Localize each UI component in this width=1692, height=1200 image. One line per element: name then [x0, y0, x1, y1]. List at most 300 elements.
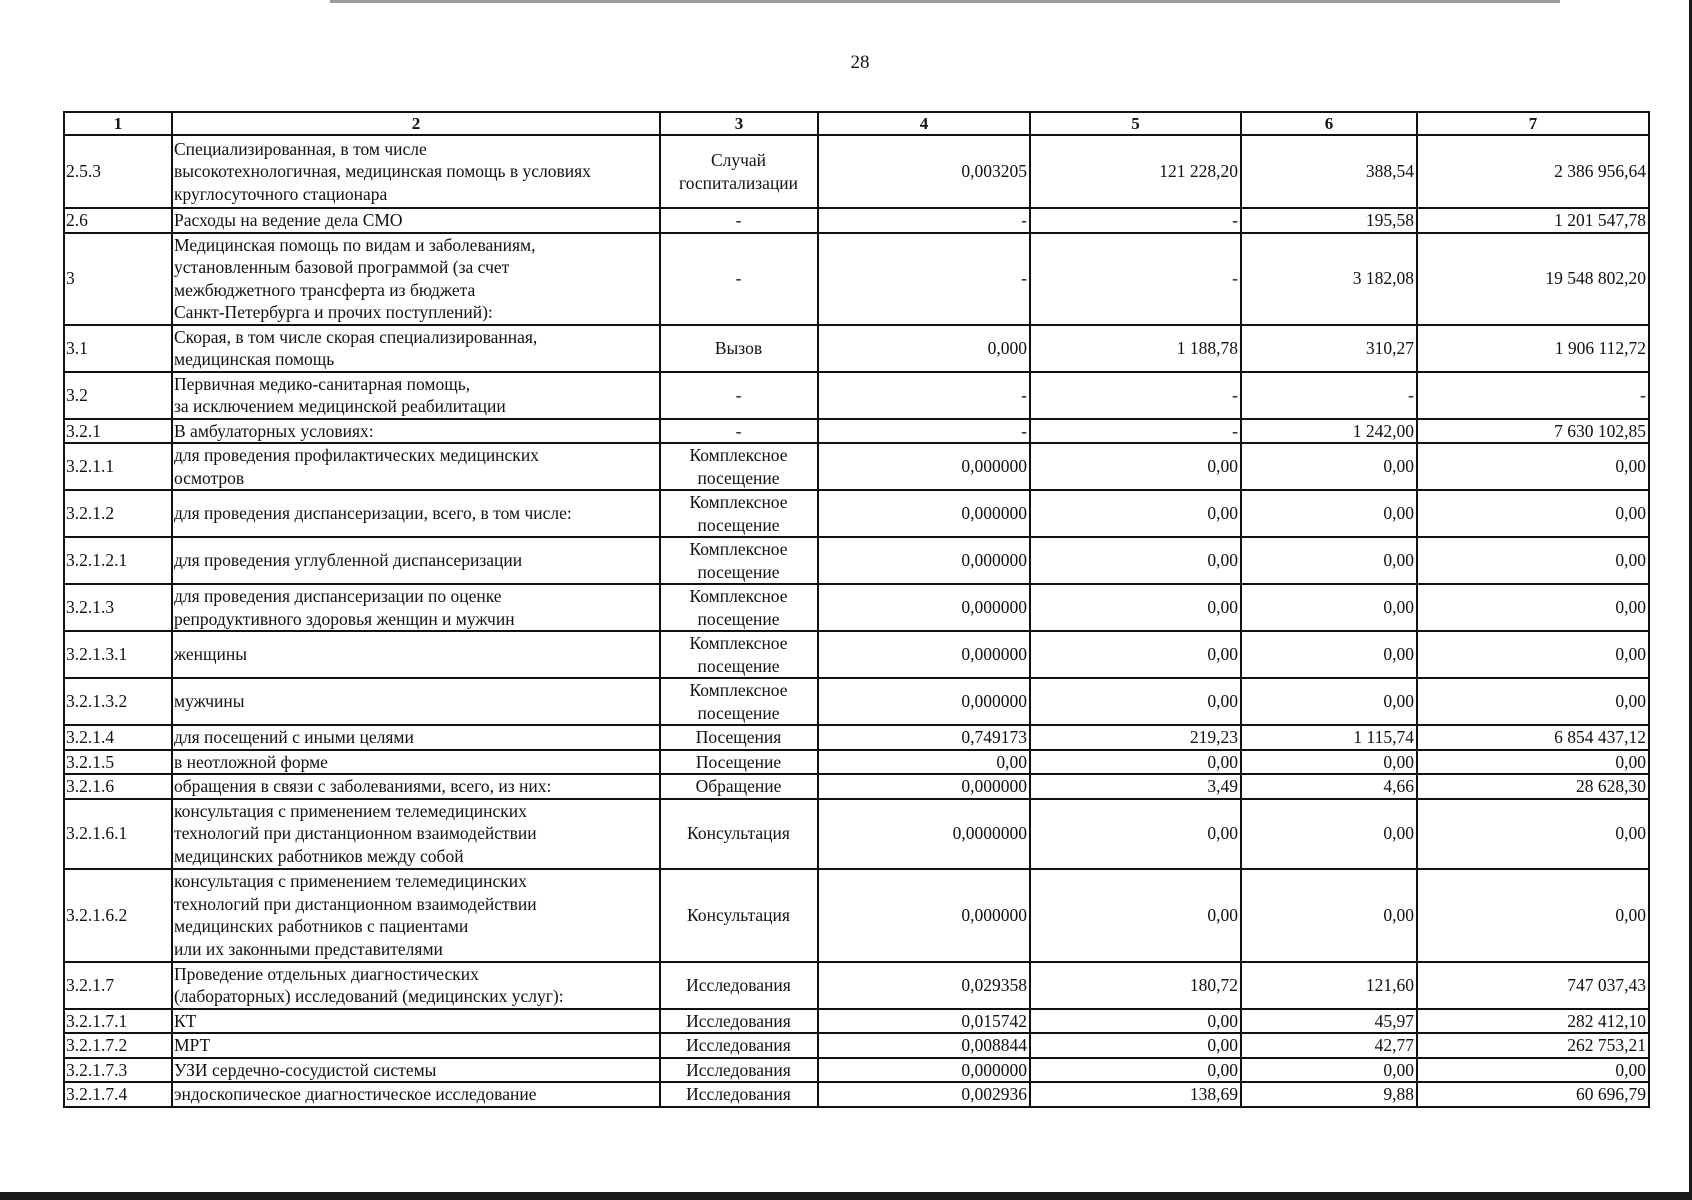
row-col4-cell-text: 0,002936 [961, 1084, 1027, 1104]
row-col4-cell [818, 869, 1030, 962]
row-code-cell-text: 2.6 [66, 210, 88, 230]
row-col4-cell-text: 0,0000000 [952, 823, 1027, 844]
row-col7-cell-text: 747 037,43 [1567, 974, 1646, 995]
row-col5-cell [1030, 725, 1241, 750]
row-code-cell-text: 3.2.1.3 [66, 597, 115, 618]
row-col4-cell [818, 799, 1030, 869]
row-unit-cell [660, 537, 818, 584]
row-unit-cell [660, 372, 818, 419]
row-name-cell-text: Проведение отдельных диагностических (лабораторных) исследований (медицинских услуг): [174, 963, 564, 1006]
row-code-cell-text: 3.2.1.3.2 [66, 691, 128, 712]
row-col4-cell-text: 0,00 [996, 751, 1027, 772]
row-col7-cell [1417, 372, 1649, 419]
row-col6-cell-text: 0,00 [1383, 691, 1414, 712]
row-col7-cell [1417, 490, 1649, 537]
row-col6-cell [1241, 584, 1417, 631]
row-col6-cell [1241, 325, 1417, 372]
row-col7-cell [1417, 869, 1649, 962]
row-code-cell-text: 3.2.1.2 [66, 503, 115, 524]
row-code-cell-text: 3.2.1.6.1 [66, 823, 128, 844]
row-code-cell-text: 3.2.1.5 [66, 751, 115, 772]
row-col7-cell [1417, 135, 1649, 208]
row-col4-cell [818, 490, 1030, 537]
row-col5-cell [1030, 774, 1241, 799]
row-unit-cell [660, 584, 818, 631]
row-col4-cell [818, 774, 1030, 799]
row-code-cell [64, 725, 172, 750]
row-col6-cell-text: 195,58 [1365, 210, 1414, 230]
row-col5-cell [1030, 490, 1241, 537]
row-col6-cell [1241, 1033, 1417, 1058]
row-col6-cell-text: 0,00 [1383, 751, 1414, 772]
row-col4-cell-text: 0,008844 [961, 1035, 1027, 1055]
row-code-cell [64, 678, 172, 725]
row-unit-cell-text: - [735, 210, 742, 230]
row-unit-cell [660, 962, 818, 1009]
row-col4-cell-text: 0,000000 [961, 1059, 1027, 1080]
row-unit-cell-text: Комплексное посещение [689, 633, 788, 676]
row-unit-cell [660, 1082, 818, 1107]
row-name-cell [172, 537, 660, 584]
row-unit-cell-text: Комплексное посещение [689, 680, 788, 723]
row-col4-cell-text: 0,000000 [961, 776, 1027, 796]
row-col4-cell-text: 0,000000 [961, 597, 1027, 618]
row-col5-cell [1030, 799, 1241, 869]
row-col5-cell [1030, 750, 1241, 775]
row-col4-cell-text: - [1021, 420, 1027, 441]
row-unit-cell [660, 774, 818, 799]
row-col5-cell [1030, 325, 1241, 372]
row-name-cell-text: эндоскопическое диагностическое исследование [174, 1084, 537, 1104]
row-col6-cell [1241, 233, 1417, 325]
row-col7-cell-text: 6 854 437,12 [1554, 727, 1646, 747]
row-col5-cell-text: 0,00 [1207, 1035, 1238, 1055]
row-code-cell-text: 3.2.1.1 [66, 456, 115, 477]
row-col4-cell [818, 325, 1030, 372]
table-row [64, 678, 1649, 725]
row-col4-cell-text: 0,000000 [961, 644, 1027, 665]
row-col6-cell-text: 0,00 [1383, 456, 1414, 477]
row-col4-cell [818, 372, 1030, 419]
row-name-cell [172, 678, 660, 725]
row-unit-cell [660, 443, 818, 490]
table-row [64, 1033, 1649, 1058]
row-unit-cell-text: Комплексное посещение [689, 492, 788, 535]
row-col5-cell-text: 0,00 [1207, 691, 1238, 712]
row-name-cell-text: Расходы на ведение дела СМО [174, 210, 403, 230]
row-col5-cell-text: - [1232, 420, 1238, 441]
row-col7-cell-text: 60 696,79 [1576, 1084, 1646, 1104]
row-col4-cell [818, 725, 1030, 750]
row-code-cell-text: 3.2.1.2.1 [66, 550, 128, 571]
row-code-cell [64, 208, 172, 233]
row-col7-cell-text: 262 753,21 [1567, 1035, 1646, 1055]
row-col6-cell-text: 1 242,00 [1352, 420, 1414, 441]
row-col6-cell-text: 0,00 [1383, 597, 1414, 618]
row-col5-cell [1030, 443, 1241, 490]
row-unit-cell-text: Исследования [686, 974, 791, 995]
row-unit-cell-text: Исследования [686, 1059, 791, 1080]
row-name-cell [172, 135, 660, 208]
row-col5-cell-text: 0,00 [1207, 503, 1238, 524]
row-code-cell [64, 962, 172, 1009]
row-name-cell [172, 1009, 660, 1034]
table-row [64, 1009, 1649, 1034]
row-col4-cell-text: 0,000000 [961, 550, 1027, 571]
row-col5-cell-text: 0,00 [1207, 904, 1238, 925]
table-row [64, 584, 1649, 631]
row-col7-cell [1417, 1082, 1649, 1107]
row-col7-cell-text: 0,00 [1615, 644, 1646, 665]
row-name-cell-text: для проведения профилактических медицинских осмотров [174, 445, 539, 488]
row-name-cell-text: консультация с применением телемедицинских технологий при дистанционном взаимодействии медицинских работников с пациентами или их законными представителями [174, 871, 537, 959]
row-unit-cell [660, 1058, 818, 1083]
row-unit-cell [660, 233, 818, 325]
row-col5-cell-text: 0,00 [1207, 597, 1238, 618]
row-name-cell [172, 1082, 660, 1107]
row-code-cell-text: 3 [66, 268, 75, 289]
scan-top-edge-line [330, 0, 1560, 3]
row-col6-cell-text: 3 182,08 [1352, 268, 1414, 289]
row-col6-cell [1241, 750, 1417, 775]
row-col5-cell-text: 0,00 [1207, 550, 1238, 571]
row-col5-cell [1030, 1082, 1241, 1107]
row-col6-cell-text: 310,27 [1365, 337, 1414, 358]
row-code-cell [64, 419, 172, 444]
row-unit-cell-text: Консультация [687, 823, 790, 844]
row-name-cell [172, 490, 660, 537]
row-col4-cell [818, 443, 1030, 490]
row-col7-cell-text: 28 628,30 [1576, 776, 1646, 796]
row-name-cell [172, 799, 660, 869]
row-code-cell [64, 869, 172, 962]
row-unit-cell [660, 678, 818, 725]
table-row [64, 443, 1649, 490]
row-col6-cell [1241, 1058, 1417, 1083]
row-col4-cell [818, 208, 1030, 233]
row-col5-cell [1030, 631, 1241, 678]
row-unit-cell [660, 325, 818, 372]
row-col7-cell [1417, 443, 1649, 490]
row-code-cell [64, 233, 172, 325]
row-col4-cell-text: - [1021, 210, 1027, 230]
row-col7-cell-text: 2 386 956,64 [1554, 161, 1646, 182]
row-name-cell [172, 443, 660, 490]
row-col5-cell-text: 180,72 [1189, 974, 1238, 995]
row-col7-cell-text: 1 201 547,78 [1554, 210, 1646, 230]
row-col7-cell [1417, 962, 1649, 1009]
row-col6-cell [1241, 678, 1417, 725]
header-cell-7: 7 [1417, 112, 1649, 135]
table-row [64, 135, 1649, 208]
row-col4-cell-text: 0,000 [987, 337, 1027, 358]
row-col6-cell [1241, 869, 1417, 962]
row-col5-cell-text: 0,00 [1207, 1010, 1238, 1031]
row-unit-cell [660, 1009, 818, 1034]
row-name-cell-text: обращения в связи с заболеваниями, всего, из них: [174, 776, 552, 796]
row-unit-cell-text: Исследования [686, 1010, 791, 1031]
row-code-cell [64, 325, 172, 372]
row-code-cell-text: 3.2.1.7 [66, 974, 115, 995]
row-col6-cell [1241, 631, 1417, 678]
row-unit-cell-text: - [735, 420, 742, 441]
row-col6-cell [1241, 537, 1417, 584]
row-col7-cell [1417, 419, 1649, 444]
row-col6-cell-text: 0,00 [1383, 550, 1414, 571]
row-col6-cell-text: 4,66 [1383, 776, 1414, 796]
row-col4-cell-text: 0,003205 [961, 161, 1027, 182]
table-row [64, 372, 1649, 419]
header-cell-3: 3 [660, 112, 818, 135]
row-col4-cell [818, 631, 1030, 678]
row-col7-cell [1417, 799, 1649, 869]
row-col5-cell [1030, 1009, 1241, 1034]
row-col4-cell-text: 0,000000 [961, 456, 1027, 477]
row-name-cell [172, 869, 660, 962]
row-code-cell-text: 3.2.1.7.1 [66, 1010, 128, 1031]
row-col6-cell-text: 121,60 [1365, 974, 1414, 995]
row-unit-cell-text: - [735, 384, 742, 405]
table-header [64, 112, 1649, 135]
table-row [64, 419, 1649, 444]
header-cell-6: 6 [1241, 112, 1417, 135]
table-row [64, 490, 1649, 537]
row-col6-cell [1241, 962, 1417, 1009]
row-code-cell [64, 1058, 172, 1083]
table-row [64, 325, 1649, 372]
row-name-cell [172, 774, 660, 799]
row-col5-cell-text: 219,23 [1189, 727, 1238, 747]
row-col7-cell-text: 282 412,10 [1567, 1010, 1646, 1031]
data-table [63, 111, 1650, 1108]
row-col5-cell-text: 3,49 [1207, 776, 1238, 796]
header-cell-1: 1 [64, 112, 172, 135]
header-row [64, 112, 1649, 135]
row-col6-cell-text: 42,77 [1374, 1035, 1414, 1055]
row-col7-cell-text: - [1640, 384, 1646, 405]
row-col6-cell-text: 9,88 [1383, 1084, 1414, 1104]
row-col7-cell [1417, 537, 1649, 584]
row-col6-cell-text: 0,00 [1383, 904, 1414, 925]
row-col6-cell [1241, 208, 1417, 233]
row-unit-cell [660, 1033, 818, 1058]
row-col5-cell-text: 0,00 [1207, 644, 1238, 665]
row-col5-cell [1030, 135, 1241, 208]
row-col4-cell-text: 0,000000 [961, 503, 1027, 524]
row-col4-cell [818, 233, 1030, 325]
row-code-cell [64, 1033, 172, 1058]
row-col7-cell [1417, 1009, 1649, 1034]
row-col5-cell-text: 138,69 [1189, 1084, 1238, 1104]
row-col5-cell-text: - [1232, 210, 1238, 230]
row-unit-cell-text: Исследования [686, 1035, 791, 1055]
row-col7-cell [1417, 750, 1649, 775]
row-unit-cell-text: Комплексное посещение [689, 445, 788, 488]
row-code-cell-text: 3.2.1 [66, 420, 101, 441]
row-col5-cell-text: 0,00 [1207, 823, 1238, 844]
row-code-cell [64, 750, 172, 775]
row-name-cell-text: Специализированная, в том числе высокотехнологичная, медицинская помощь в условиях круглосуточного стационара [174, 138, 591, 204]
row-col4-cell-text: 0,749173 [961, 727, 1027, 747]
row-col4-cell-text: - [1021, 384, 1027, 405]
row-unit-cell [660, 135, 818, 208]
row-name-cell-text: Первичная медико-санитарная помощь, за исключением медицинской реабилитации [174, 373, 506, 416]
row-col4-cell-text: 0,015742 [961, 1010, 1027, 1031]
row-col5-cell [1030, 419, 1241, 444]
row-col6-cell-text: 0,00 [1383, 823, 1414, 844]
row-name-cell [172, 584, 660, 631]
row-col7-cell [1417, 233, 1649, 325]
row-col4-cell [818, 962, 1030, 1009]
page-number: 28 [850, 52, 870, 73]
row-unit-cell-text: - [735, 268, 742, 289]
row-col7-cell [1417, 774, 1649, 799]
table-row [64, 631, 1649, 678]
row-col7-cell [1417, 584, 1649, 631]
row-col6-cell [1241, 774, 1417, 799]
row-col7-cell [1417, 325, 1649, 372]
row-name-cell-text: для проведения диспансеризации по оценке репродуктивного здоровья женщин и мужчин [174, 586, 515, 629]
row-col7-cell [1417, 678, 1649, 725]
row-col7-cell-text: 0,00 [1615, 456, 1646, 477]
row-unit-cell [660, 750, 818, 775]
row-col5-cell-text: 1 188,78 [1176, 337, 1238, 358]
row-col4-cell-text: 0,029358 [961, 974, 1027, 995]
row-col6-cell-text: 388,54 [1365, 161, 1414, 182]
row-name-cell [172, 233, 660, 325]
row-col7-cell-text: 0,00 [1615, 691, 1646, 712]
row-code-cell [64, 799, 172, 869]
row-col7-cell-text: 0,00 [1615, 503, 1646, 524]
row-unit-cell [660, 799, 818, 869]
row-name-cell-text: МРТ [174, 1035, 211, 1055]
row-col7-cell [1417, 631, 1649, 678]
row-col7-cell [1417, 725, 1649, 750]
table-row [64, 725, 1649, 750]
row-col5-cell [1030, 233, 1241, 325]
row-unit-cell [660, 490, 818, 537]
row-code-cell [64, 443, 172, 490]
row-col7-cell-text: 0,00 [1615, 550, 1646, 571]
row-code-cell [64, 584, 172, 631]
row-name-cell-text: Медицинская помощь по видам и заболеваниям, установленным базовой программой (за счет межбюджетного трансферта из бюджета Санкт-Петербурга и прочих поступлений): [174, 234, 536, 322]
row-col7-cell [1417, 1033, 1649, 1058]
row-code-cell-text: 3.2.1.6.2 [66, 904, 128, 925]
row-unit-cell [660, 725, 818, 750]
row-col6-cell-text: - [1408, 384, 1414, 405]
row-name-cell-text: КТ [174, 1010, 197, 1031]
row-code-cell-text: 3.2.1.6 [66, 776, 115, 796]
row-code-cell [64, 1009, 172, 1034]
row-code-cell [64, 774, 172, 799]
row-col6-cell [1241, 419, 1417, 444]
row-name-cell [172, 1033, 660, 1058]
header-cell-4: 4 [818, 112, 1030, 135]
row-name-cell [172, 725, 660, 750]
table-body [64, 135, 1649, 1107]
table-row [64, 962, 1649, 1009]
row-name-cell-text: В амбулаторных условиях: [174, 420, 374, 441]
row-unit-cell-text: Случай госпитализации [678, 150, 799, 193]
row-unit-cell-text: Посещение [695, 751, 782, 772]
row-code-cell-text: 3.2 [66, 384, 88, 405]
table-row [64, 208, 1649, 233]
row-name-cell-text: для проведения углубленной диспансеризации [174, 550, 523, 571]
row-col4-cell [818, 1009, 1030, 1034]
row-col5-cell-text: 0,00 [1207, 1059, 1238, 1080]
row-unit-cell [660, 208, 818, 233]
row-name-cell-text: УЗИ сердечно-сосудистой системы [174, 1059, 437, 1080]
row-col6-cell-text: 0,00 [1383, 503, 1414, 524]
row-unit-cell-text: Консультация [687, 904, 790, 925]
row-col4-cell [818, 135, 1030, 208]
row-col4-cell [818, 419, 1030, 444]
row-code-cell-text: 3.2.1.7.2 [66, 1035, 128, 1055]
row-col6-cell [1241, 725, 1417, 750]
row-name-cell [172, 325, 660, 372]
row-unit-cell-text: Комплексное посещение [689, 539, 788, 582]
row-name-cell-text: консультация с применением телемедицинских технологий при дистанционном взаимодействии медицинских работников между собой [174, 800, 537, 866]
row-col5-cell [1030, 584, 1241, 631]
table-row [64, 750, 1649, 775]
row-code-cell [64, 631, 172, 678]
row-col5-cell [1030, 962, 1241, 1009]
table-row [64, 774, 1649, 799]
row-col5-cell [1030, 208, 1241, 233]
row-col5-cell [1030, 678, 1241, 725]
row-unit-cell [660, 419, 818, 444]
row-name-cell-text: Скорая, в том числе скорая специализированная, медицинская помощь [174, 326, 538, 369]
scan-bottom-edge [0, 1192, 1692, 1200]
row-unit-cell-text: Исследования [686, 1084, 791, 1104]
row-col4-cell [818, 1082, 1030, 1107]
row-code-cell-text: 2.5.3 [66, 161, 101, 182]
row-col5-cell-text: 0,00 [1207, 751, 1238, 772]
row-code-cell-text: 3.2.1.4 [66, 727, 115, 747]
table-row [64, 799, 1649, 869]
table-row [64, 1058, 1649, 1083]
row-name-cell [172, 962, 660, 1009]
row-name-cell [172, 419, 660, 444]
row-name-cell [172, 631, 660, 678]
row-code-cell-text: 3.1 [66, 337, 88, 358]
row-col6-cell-text: 45,97 [1374, 1010, 1414, 1031]
row-col4-cell [818, 1033, 1030, 1058]
row-col7-cell-text: 0,00 [1615, 904, 1646, 925]
row-code-cell [64, 372, 172, 419]
row-name-cell-text: для посещений с иными целями [174, 727, 414, 747]
row-name-cell [172, 208, 660, 233]
row-col6-cell-text: 1 115,74 [1353, 727, 1414, 747]
row-col5-cell [1030, 869, 1241, 962]
row-code-cell [64, 1082, 172, 1107]
row-col6-cell-text: 0,00 [1383, 644, 1414, 665]
row-unit-cell-text: Обращение [695, 776, 782, 796]
row-col4-cell [818, 537, 1030, 584]
row-name-cell-text: в неотложной форме [174, 751, 328, 772]
row-col5-cell-text: 121 228,20 [1159, 161, 1238, 182]
row-col4-cell-text: 0,000000 [961, 904, 1027, 925]
row-col6-cell [1241, 799, 1417, 869]
row-unit-cell [660, 631, 818, 678]
row-col6-cell [1241, 1082, 1417, 1107]
table-row [64, 233, 1649, 325]
row-name-cell [172, 750, 660, 775]
row-col7-cell [1417, 208, 1649, 233]
row-col4-cell-text: 0,000000 [961, 691, 1027, 712]
row-col6-cell [1241, 1009, 1417, 1034]
row-code-cell-text: 3.2.1.3.1 [66, 644, 128, 665]
